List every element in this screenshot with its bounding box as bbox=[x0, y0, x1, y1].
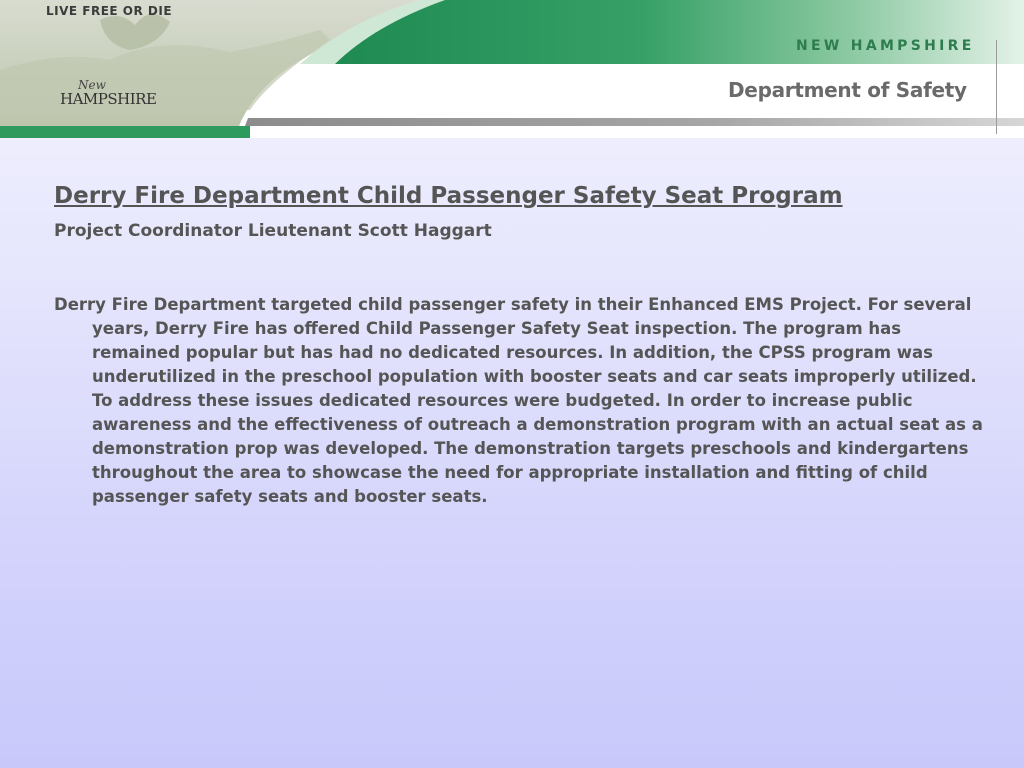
header-banner bbox=[0, 0, 1024, 138]
state-name: NEW HAMPSHIRE bbox=[796, 38, 975, 54]
slide-body: Derry Fire Department targeted child passenger safety in their Enhanced EMS Project. For several years, Derry Fire has offered Child Passenger Safety Seat inspection. The program has remained popular but has had no dedicated resources. In addition, the CPSS program was underutilized in the preschool population with booster seats and car seats improperly utilized. To address these issues dedicated resources were budgeted. In order to increase public awareness and the effectiveness of outreach a demonstration program with an actual seat as a demonstration prop was developed. The demonstration targets preschools and kindergartens throughout the area to showcase the need for appropriate installation and fitting of child passenger safety seats and booster seats. bbox=[54, 295, 983, 506]
logo-word: HAMPSHIRE bbox=[60, 90, 157, 108]
department-name: Department of Safety bbox=[728, 78, 967, 102]
hampshire-logo bbox=[60, 78, 170, 114]
state-motto: LIVE FREE OR DIE bbox=[46, 4, 173, 18]
header-divider bbox=[996, 40, 997, 134]
gray-band bbox=[245, 118, 1024, 126]
logo-script: New bbox=[78, 78, 106, 92]
slide-title: Derry Fire Department Child Passenger Safety Seat Program bbox=[54, 183, 843, 209]
slide-subtitle: Project Coordinator Lieutenant Scott Haggart bbox=[54, 221, 492, 241]
green-strip bbox=[0, 126, 250, 138]
slide-content bbox=[54, 183, 994, 509]
green-swoosh bbox=[330, 0, 1024, 64]
banner-graphic bbox=[0, 0, 1024, 138]
